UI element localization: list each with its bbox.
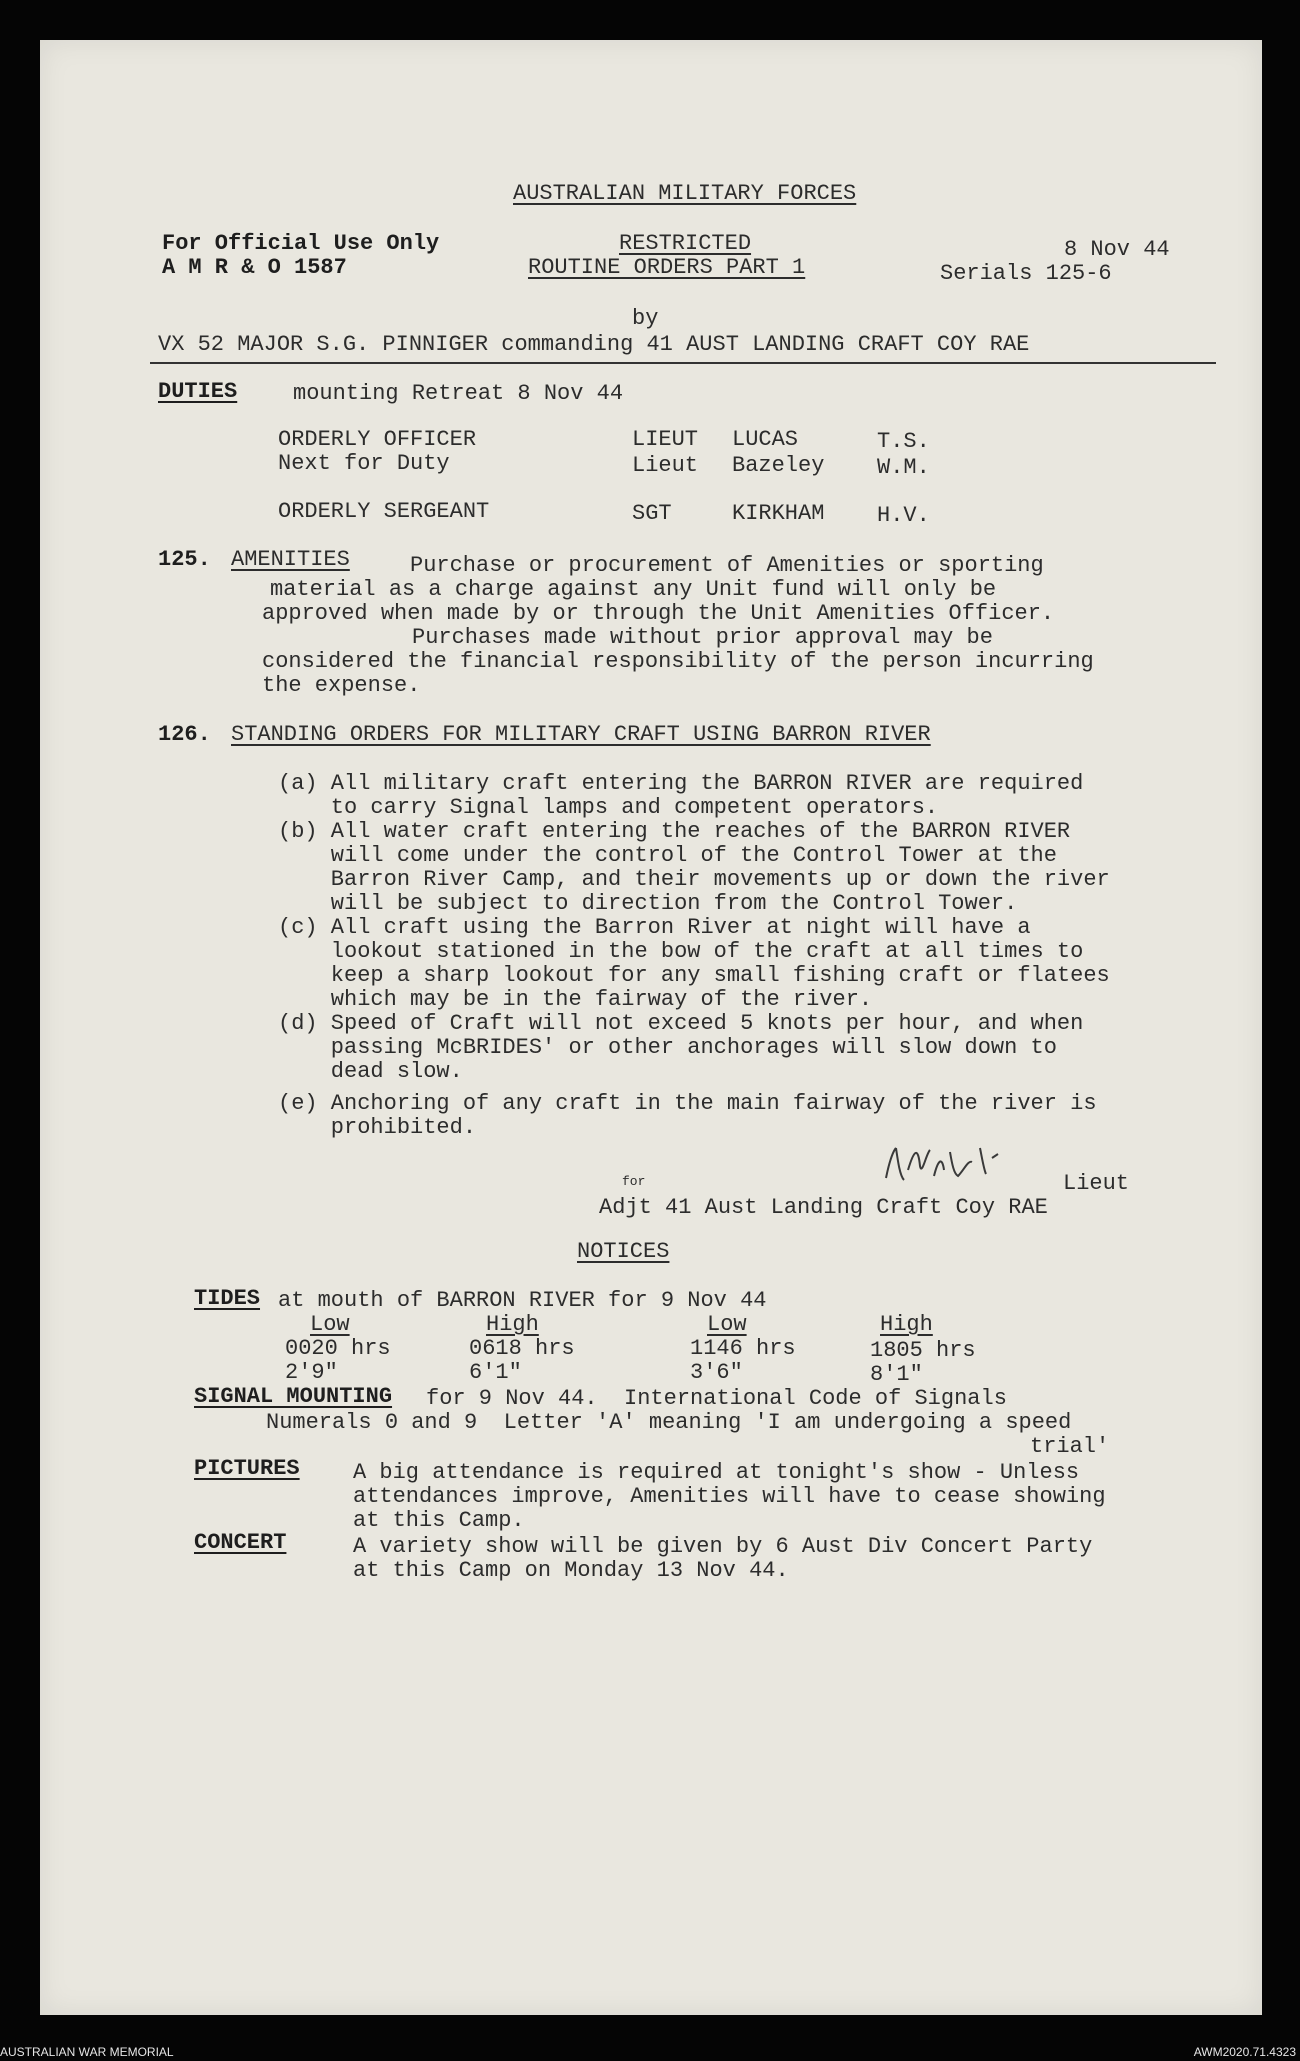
restricted-label: RESTRICTED: [619, 231, 752, 256]
amro-number: A M R & O 1587: [162, 255, 347, 280]
item-126-line: (b) All water craft entering the reaches of the BARRON RIVER: [278, 819, 1071, 844]
tide-height: 3'6": [690, 1360, 743, 1385]
notices-title: NOTICES: [577, 1239, 670, 1264]
item-125-heading: AMENITIES: [231, 547, 350, 572]
item-125-line: approved when made by or through the Unit Amenities Officer.: [262, 601, 1055, 626]
tide-label: High: [880, 1312, 933, 1337]
item-126-line: prohibited.: [278, 1115, 477, 1140]
tides-text: at mouth of BARRON RIVER for 9 Nov 44: [278, 1288, 767, 1313]
tides-heading: TIDES: [194, 1286, 261, 1311]
concert-line: A variety show will be given by 6 Aust Div Concert Party: [353, 1534, 1093, 1559]
item-126-line: passing McBRIDES' or other anchorages will slow down to: [278, 1035, 1057, 1060]
item-126-number: 126.: [158, 722, 211, 747]
tide-label: Low: [707, 1312, 747, 1337]
serials-label: Serials 125-6: [940, 261, 1112, 286]
signal-mounting-heading: SIGNAL MOUNTING: [194, 1384, 393, 1409]
duty-role: ORDERLY OFFICER: [278, 427, 477, 452]
footer-accession-number: AWM2020.71.4323: [1193, 2045, 1296, 2059]
item-125-line: Purchases made without prior approval may be: [412, 625, 993, 650]
handwritten-signature: [880, 1140, 1010, 1193]
duty-name: Bazeley: [732, 453, 825, 478]
signal-line: Numerals 0 and 9 Letter 'A' meaning 'I am undergoing a speed: [266, 1410, 1072, 1435]
item-126-line: will be subject to direction from the Control Tower.: [278, 891, 1018, 916]
routine-orders-label: ROUTINE ORDERS PART 1: [528, 255, 806, 280]
tide-label: Low: [310, 1312, 350, 1337]
item-125-line: considered the financial responsibility of the person incurring: [262, 649, 1094, 674]
signal-line: for 9 Nov 44. International Code of Signals: [426, 1386, 1007, 1411]
tide-time: 1805 hrs: [870, 1338, 976, 1363]
duty-initials: T.S.: [877, 429, 930, 454]
duty-name: KIRKHAM: [732, 501, 825, 526]
duties-heading: DUTIES: [158, 379, 238, 404]
by-label: by: [632, 306, 659, 331]
official-use-label: For Official Use Only: [162, 231, 440, 256]
item-126-line: which may be in the fairway of the river.: [278, 987, 873, 1012]
signature-rank: Lieut: [1063, 1171, 1130, 1196]
signature-for: for: [622, 1174, 646, 1189]
pictures-line: A big attendance is required at tonight's show - Unless: [353, 1460, 1080, 1485]
item-126-line: dead slow.: [278, 1059, 463, 1084]
footer-credit: AUSTRALIAN WAR MEMORIAL: [0, 2045, 174, 2059]
item-125-line: Purchase or procurement of Amenities or sporting: [410, 553, 1044, 578]
duty-rank: LIEUT: [632, 427, 699, 452]
commander-line: VX 52 MAJOR S.G. PINNIGER commanding 41 AUST LANDING CRAFT COY RAE: [158, 332, 1030, 357]
duty-initials: W.M.: [877, 455, 930, 480]
pictures-line: at this Camp.: [353, 1508, 525, 1533]
pictures-line: attendances improve, Amenities will have to cease showing: [353, 1484, 1106, 1509]
item-126-line: will come under the control of the Control Tower at the: [278, 843, 1057, 868]
duty-rank: SGT: [632, 501, 672, 526]
concert-line: at this Camp on Monday 13 Nov 44.: [353, 1558, 789, 1583]
item-126-line: keep a sharp lookout for any small fishing craft or flatees: [278, 963, 1110, 988]
pictures-heading: PICTURES: [194, 1456, 300, 1481]
order-date: 8 Nov 44: [1064, 237, 1170, 262]
duties-subtitle: mounting Retreat 8 Nov 44: [293, 381, 624, 406]
tide-height: 8'1": [870, 1362, 923, 1387]
item-126-heading: STANDING ORDERS FOR MILITARY CRAFT USING BARRON RIVER: [231, 722, 931, 747]
item-125-line: the expense.: [262, 673, 421, 698]
concert-heading: CONCERT: [194, 1530, 287, 1555]
item-125-line: material as a charge against any Unit fund will only be: [270, 577, 997, 602]
signal-line: trial': [1030, 1434, 1110, 1459]
header-rule: [150, 362, 1216, 364]
document-title: AUSTRALIAN MILITARY FORCES: [513, 181, 857, 206]
item-126-line: (c) All craft using the Barron River at night will have a: [278, 915, 1031, 940]
item-125-number: 125.: [158, 547, 211, 572]
item-126-line: Barron River Camp, and their movements up or down the river: [278, 867, 1110, 892]
item-126-line: lookout stationed in the bow of the craft at all times to: [278, 939, 1084, 964]
item-126-line: (e) Anchoring of any craft in the main fairway of the river is: [278, 1091, 1097, 1116]
duty-initials: H.V.: [877, 503, 930, 528]
tide-time: 1146 hrs: [690, 1336, 796, 1361]
duty-role: Next for Duty: [278, 451, 450, 476]
item-126-line: (d) Speed of Craft will not exceed 5 knots per hour, and when: [278, 1011, 1084, 1036]
duty-name: LUCAS: [732, 427, 799, 452]
tide-height: 6'1": [469, 1360, 522, 1385]
tide-height: 2'9": [285, 1360, 338, 1385]
tide-time: 0020 hrs: [285, 1336, 391, 1361]
tide-time: 0618 hrs: [469, 1336, 575, 1361]
tide-label: High: [486, 1312, 539, 1337]
item-126-line: to carry Signal lamps and competent operators.: [278, 795, 939, 820]
item-126-line: (a) All military craft entering the BARRON RIVER are required: [278, 771, 1084, 796]
signature-line: Adjt 41 Aust Landing Craft Coy RAE: [599, 1195, 1048, 1220]
duty-role: ORDERLY SERGEANT: [278, 499, 490, 524]
duty-rank: Lieut: [632, 453, 699, 478]
